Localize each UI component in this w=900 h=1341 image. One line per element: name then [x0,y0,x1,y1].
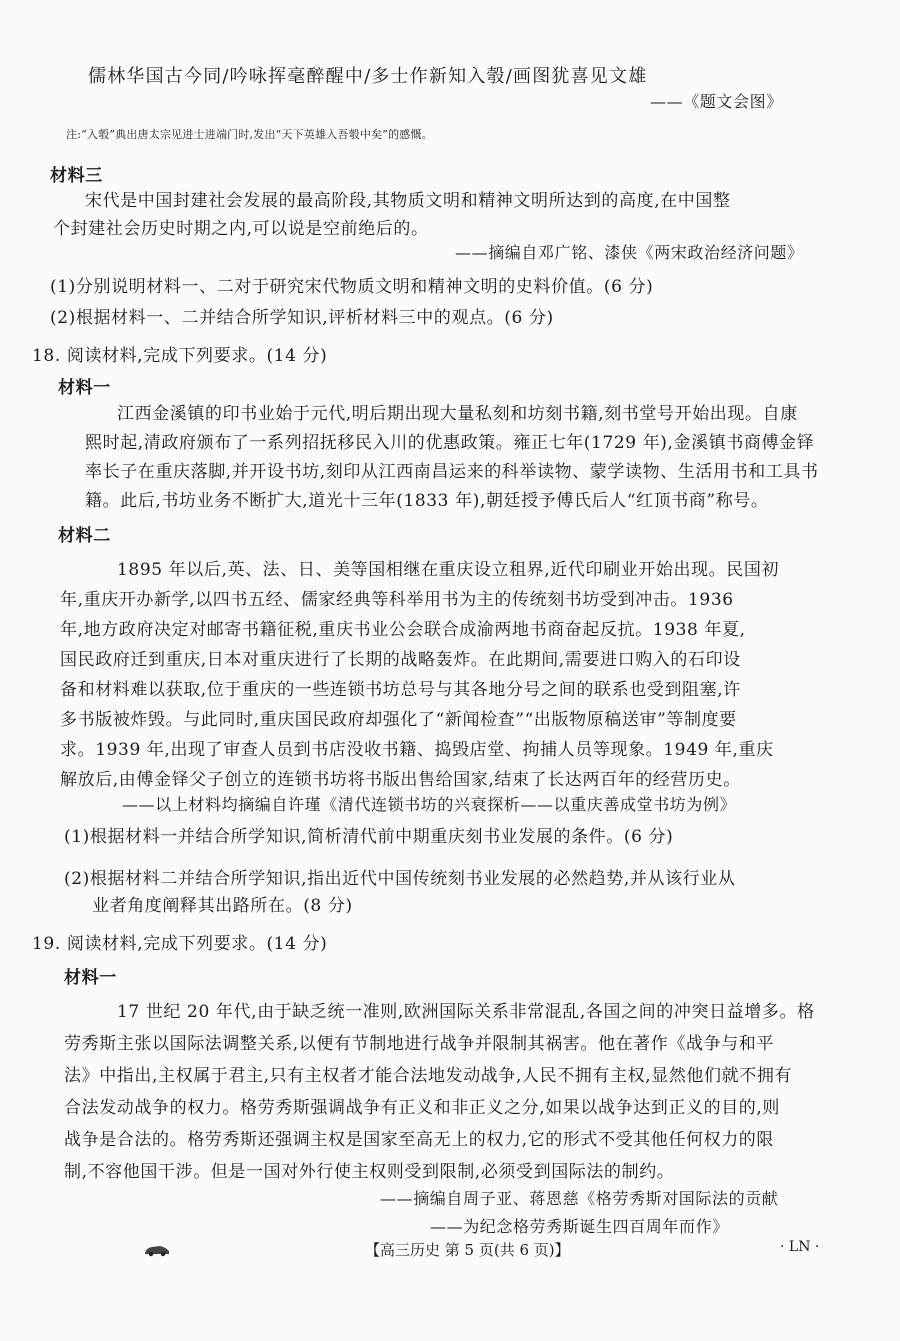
question-19-material-1-line: 17 世纪 20 年代,由于缺乏统一准则,欧洲国际关系非常混乱,各国之间的冲突日益增多。格 [117,1002,815,1022]
question-18-material-2-line: 求。1939 年,出现了审查人员到书店没收书籍、捣毁店堂、拘捕人员等现象。1949 年,重庆 [60,740,774,760]
question-18-material-2-line: 备和材料难以获取,位于重庆的一些连锁书坊总号与其各地分号之间的联系也受到阻塞,许 [60,680,741,700]
question-18-title: 18. 阅读材料,完成下列要求。(14 分) [32,346,328,366]
question-19-source: ——摘编自周子亚、蒋恩慈《格劳秀斯对国际法的贡献 [380,1189,779,1208]
question-18-material-2-line: 多书版被炸毁。与此同时,重庆国民政府却强化了“新闻检查”“出版物原稿送审”等制度要 [60,710,737,730]
question-18-material-1-line: 江西金溪镇的印书业始于元代,明后期出现大量私刻和坊刻书籍,刻书堂号开始出现。自康 [117,404,798,424]
material-3-source: ——摘编自邓广铭、漆侠《两宋政治经济问题》 [455,243,804,262]
material-3-heading: 材料三 [50,166,103,186]
question-19-material-1-line: 法》中指出,主权属于君主,只有主权者才能合法地发动战争,人民不拥有主权,显然他们就不拥有 [64,1066,793,1086]
question-18-material-2-line: 年,重庆开办新学,以四书五经、儒家经典等科举用书为主的传统刻书坊受到冲击。1936 [60,590,734,610]
question-19-material-1-line: 合法发动战争的权力。格劳秀斯强调战争有正义和非正义之分,如果以战争达到正义的目的,则 [64,1098,781,1118]
question-18-material-1-line: 熙时起,清政府颁布了一系列招抚移民入川的优惠政策。雍正七年(1729 年),金溪镇书商傅金铎 [85,433,815,453]
question-19-source-cont: ——为纪念格劳秀斯诞生四百周年而作》 [430,1217,729,1236]
material-3-line: 宋代是中国封建社会发展的最高阶段,其物质文明和精神文明所达到的高度,在中国整 [85,191,731,211]
poem-note: 注:“入彀”典出唐太宗见进士进端门时,发出“天下英雄入吾彀中矣”的感慨。 [66,128,433,141]
question-17-1: (1)分别说明材料一、二对于研究宋代物质文明和精神文明的史料价值。(6 分) [50,277,654,297]
question-19-material-1-line: 制,不容他国干涉。但是一国对外行使主权则受到限制,必须受到国际法的制约。 [64,1162,675,1182]
material-3-line: 个封建社会历史时期之内,可以说是空前绝后的。 [53,219,429,239]
question-18-material-1-line: 籍。此后,书坊业务不断扩大,道光十三年(1833 年),朝廷授予傅氏后人“红顶书商”称号。 [85,491,769,511]
question-18-material-2-line: 国民政府迁到重庆,日本对重庆进行了长期的战略轰炸。在此期间,需要进口购入的石印设 [60,650,741,670]
question-17-2: (2)根据材料一、二并结合所学知识,评析材料三中的观点。(6 分) [50,308,554,328]
poem-source: ——《题文会图》 [650,92,783,111]
question-18-2: (2)根据材料二并结合所学知识,指出近代中国传统刻书业发展的必然趋势,并从该行业从 [64,869,736,889]
question-18-source: ——以上材料均摘编自许瑾《清代连锁书坊的兴衰探析——以重庆善成堂书坊为例》 [122,795,737,814]
page-footer: 【高三历史 第 5 页(共 6 页)】 [365,1241,570,1259]
question-19-material-1-line: 劳秀斯主张以国际法调整关系,以便有节制地进行战争并限制其祸害。他在著作《战争与和平 [64,1034,775,1054]
question-18-material-1-heading: 材料一 [58,378,111,398]
question-18-material-2-line: 解放后,由傅金铎父子创立的连锁书坊将书版出售给国家,结束了长达两百年的经营历史。 [60,770,741,790]
question-18-material-2-line: 年,地方政府决定对邮寄书籍征税,重庆书业公会联合成渝两地书商奋起反抗。1938 年夏, [60,620,746,640]
question-18-1: (1)根据材料一并结合所学知识,简析清代前中期重庆刻书业发展的条件。(6 分) [64,827,674,847]
question-19-title: 19. 阅读材料,完成下列要求。(14 分) [32,934,328,954]
poem-text: 儒林华国古今同/吟咏挥毫醉醒中/多士作新知入彀/画图犹喜见文雄 [88,66,648,87]
question-18-material-1-line: 率长子在重庆落脚,并开设书坊,刻印从江西南昌运来的科举读物、蒙学读物、生活用书和工具书 [85,462,819,482]
car-logo-icon [143,1243,171,1257]
exam-code: · LN · [780,1239,820,1255]
question-18-2-cont: 业者角度阐释其出路所在。(8 分) [92,896,353,916]
question-18-material-2-line: 1895 年以后,英、法、日、美等国相继在重庆设立租界,近代印刷业开始出现。民国初 [117,560,780,580]
question-19-material-1-heading: 材料一 [64,968,117,988]
question-18-material-2-heading: 材料二 [58,526,111,546]
question-19-material-1-line: 战争是合法的。格劳秀斯还强调主权是国家至高无上的权力,它的形式不受其他任何权力的限 [64,1130,775,1150]
